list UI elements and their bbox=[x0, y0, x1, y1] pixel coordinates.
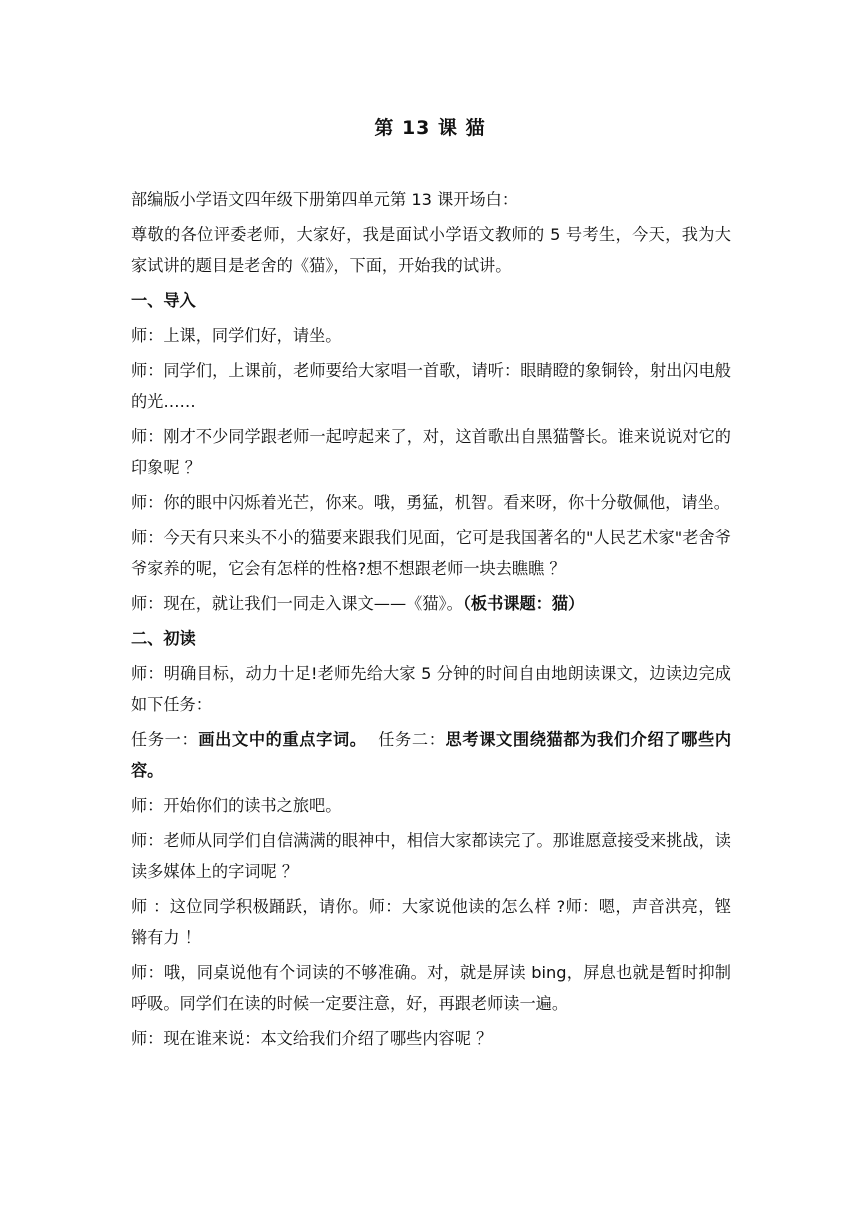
section-heading-first-reading: 二、初读 bbox=[131, 629, 196, 648]
dialogue-paragraph: 师：老师从同学们自信满满的眼神中，相信大家都读完了。那谁愿意接受来挑战，读读多媒体上的字词呢 ？ bbox=[131, 831, 731, 881]
tasks-paragraph bbox=[131, 724, 731, 786]
task-one-text: 画出文中的重点字词。 bbox=[198, 730, 367, 749]
board-note: （板书课题：猫） bbox=[462, 594, 585, 613]
section-heading-intro: 一、导入 bbox=[131, 291, 196, 310]
greeting-paragraph: 尊敬的各位评委老师，大家好，我是面试小学语文教师的 5 号考生，今天，我为大家试讲的题目是老舍的《猫》，下面，开始我的试讲。 bbox=[131, 225, 731, 275]
dialogue-paragraph-board-note bbox=[131, 588, 731, 619]
dialogue-paragraph: 师：刚才不少同学跟老师一起哼起来了，对，这首歌出自黑猫警长。谁来说说对它的印象呢 ？ bbox=[131, 427, 731, 477]
dialogue-paragraph: 师：同学们，上课前，老师要给大家唱一首歌，请听：眼睛瞪的象铜铃，射出闪电般的光…… bbox=[131, 361, 731, 411]
task-two-label: 任务二： bbox=[366, 730, 446, 749]
task-two-text: 思考课文围绕猫都为我们介绍了哪些内容。 bbox=[131, 730, 732, 780]
dialogue-text: 师：现在，就让我们一同走入课文——《猫》。 bbox=[131, 594, 463, 613]
dialogue-paragraph: 师：明确目标，动力十足!老师先给大家 5 分钟的时间自由地朗读课文，边读边完成如下任务： bbox=[131, 664, 731, 714]
dialogue-paragraph: 师：上课，同学们好，请坐。 bbox=[131, 326, 342, 345]
lesson-title: 第 13 课 猫 bbox=[374, 117, 486, 139]
document-body bbox=[131, 184, 731, 1054]
dialogue-paragraph: 师：开始你们的读书之旅吧。 bbox=[131, 796, 342, 815]
dialogue-paragraph: 师：今天有只来头不小的猫要来跟我们见面，它可是我国著名的"人民艺术家"老舍爷爷家养的呢，它会有怎样的性格?想不想跟老师一块去瞧瞧 ？ bbox=[131, 528, 731, 578]
dialogue-paragraph: 师 ：这位同学积极踊跃，请你。师：大家说他读的怎么样 ?师：嗯，声音洪亮，铿锵有力 ！ bbox=[131, 897, 731, 947]
intro-line: 部编版小学语文四年级下册第四单元第 13 课开场白： bbox=[131, 190, 519, 209]
dialogue-paragraph: 师：现在谁来说：本文给我们介绍了哪些内容呢 ？ bbox=[131, 1029, 493, 1048]
dialogue-paragraph: 师：你的眼中闪烁着光芒，你来。哦，勇猛，机智。看来呀，你十分敬佩他，请坐。 bbox=[131, 493, 730, 512]
dialogue-paragraph: 师：哦，同桌说他有个词读的不够准确。对，就是屏读 bing，屏息也就是暂时抑制呼吸。同学们在读的时候一定要注意，好，再跟老师读一遍。 bbox=[131, 963, 731, 1013]
task-one-label: 任务一： bbox=[131, 730, 199, 749]
